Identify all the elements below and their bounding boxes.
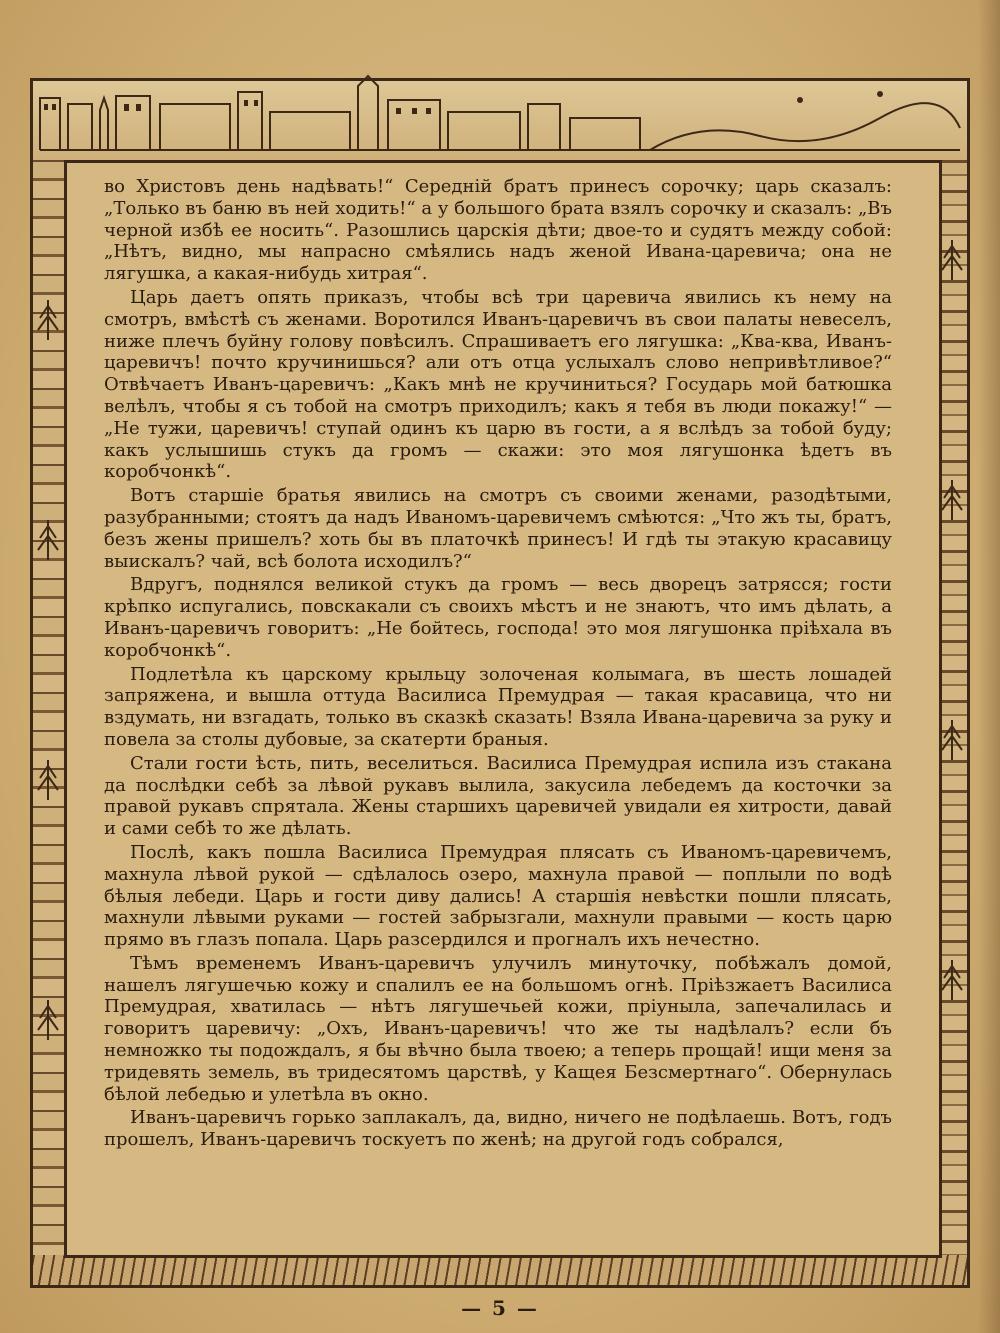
paragraph: Стали гости ѣсть, пить, веселиться. Василиса Премудрая испила изъ стакана да послѣдки себѣ за лѣвой рукавъ вылила, закусила лебедемъ да косточки за правой рукавъ спрятала. Жены старшихъ царевичей увидали ея хитрости, давай и сами себѣ то же дѣлать. [104,752,892,840]
paragraph: Иванъ-царевичъ горько заплакалъ, да, видно, ничего не подѣлаешь. Вотъ, годъ прошелъ, Иванъ-царевичъ тоскуетъ по женѣ; на другой годъ собрался, [104,1107,892,1151]
paragraph: во Христовъ день надѣвать!“ Середній братъ принесъ сорочку; царь сказалъ: „Только въ баню въ ней ходить!“ а у большого брата взялъ сорочку и сказалъ: „Въ черной избѣ ее носить“. Разошлись царскія дѣти; двое-то и судятъ между собой: „Нѣтъ, видно, мы напрасно смѣялись надъ женой Ивана-царевича; она не лягушка, а какая-нибудь хитрая“. [104,176,892,285]
paragraph: Подлетѣла къ царскому крыльцу золоченая колымага, въ шесть лошадей запряжена, и вышла оттуда Василиса Премудрая — такая красавица, что ни вздумать, ни взгадать, только въ сказкѣ сказать! Взяла Ивана-царевича за руку и повела за столы дубовые, за скатерти браныя. [104,663,892,750]
paragraph: Послѣ, какъ пошла Василиса Премудрая плясать съ Иваномъ-царевичемъ, махнула лѣвой рукой — сдѣлалось озеро, махнула правой — поплыли по водѣ бѣлыя лебеди. Царь и гости диву дались! А старшія невѣстки пошли плясать, махнули лѣвыми руками — гостей забрызгали, махнули правыми — кость царю прямо въ глазъ попала. Царь разсердился и прогналъ ихъ нечестно. [104,841,892,951]
paragraph: Вотъ старшіе братья явились на смотръ съ своими женами, разодѣтыми, разубранными; стоятъ да надъ Иваномъ-царевичемъ смѣются: „Что жъ ты, братъ, безъ жены пришелъ? хоть бы въ платочкѣ принесъ! И гдѣ ты этакую красавицу выискалъ? чай, всѣ болота исходилъ?“ [104,485,892,572]
page-edge-shadow [978,0,1000,1333]
story-text [104,176,892,1151]
paragraph: Тѣмъ временемъ Иванъ-царевичъ улучилъ минуточку, побѣжалъ домой, нашелъ лягушечью кожу и спалилъ ее на большомъ огнѣ. Пріѣзжаетъ Василиса Премудрая, хватилась — нѣтъ лягушечьей кожи, пріуныла, запечалилась и говоритъ царевичу: „Охъ, Иванъ-царевичъ! что же ты надѣлалъ? если бъ немножко ты подождалъ, я бы вѣчно была твоею; а теперь прощай! ищи меня за тридевять земель, въ тридесятомъ царствѣ, у Кащея Безсмертнаго“. Обернулась бѣлой лебедью и улетѣла въ окно. [104,952,892,1105]
page-number: — 5 — [461,1296,539,1320]
paragraph: Вдругъ, поднялся великой стукъ да громъ — весь дворецъ затрясся; гости крѣпко испугались, повскакали съ своихъ мѣстъ и не знаютъ, что имъ дѣлать, а Иванъ-царевичъ говоритъ: „Не бойтесь, господа! это моя лягушонка пріѣхала въ коробчонкѣ“. [104,574,892,661]
paragraph: Царь даетъ опять приказъ, чтобы всѣ три царевича явились къ нему на смотръ, вмѣстѣ съ женами. Воротился Иванъ-царевичъ въ свои палаты невеселъ, ниже плечъ буйну голову повѣсилъ. Спрашиваетъ его лягушка: „Ква-ква, Иванъ-царевичъ! почто кручинишься? али отъ отца услыхалъ слово непривѣтливое?“ Отвѣчаетъ Иванъ-царевичъ: „Какъ мнѣ не кручиниться? Государь мой батюшка велѣлъ, чтобы я съ тобой на смотръ приходилъ; какъ я тебя въ люди покажу!“ — „Не тужи, царевичъ! ступай одинъ къ царю въ гости, а я вслѣдъ за тобой буду; какъ услышишь стукъ да громъ — скажи: это моя лягушонка ѣдетъ въ коробчонкѣ“. [104,286,892,483]
